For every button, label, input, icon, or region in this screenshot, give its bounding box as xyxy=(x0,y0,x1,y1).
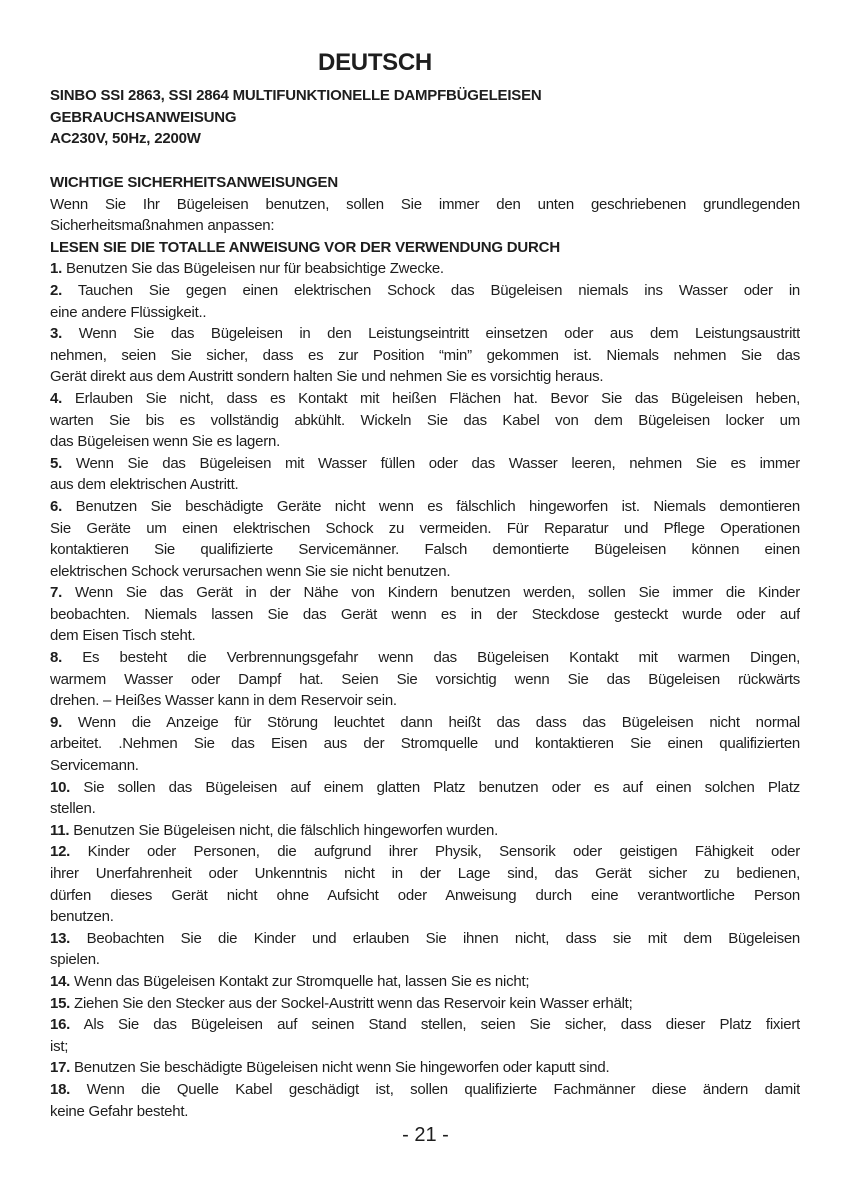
item-text: Servicemann. xyxy=(50,757,139,775)
item-text: Benutzen Sie beschädigte Geräte nicht wenn es fälschlich hingeworfen ist. Niemals demontieren xyxy=(75,497,800,515)
item-number: 15. xyxy=(50,994,71,1012)
item-text: Tauchen Sie gegen einen elektrischen Schock das Bügeleisen niemals ins Wasser oder in xyxy=(77,281,800,299)
item-line xyxy=(50,561,800,583)
item-text: Wenn das Bügeleisen Kontakt zur Stromquelle hat, lassen Sie es nicht; xyxy=(74,972,530,990)
item-number: 11. xyxy=(50,821,70,839)
item-line xyxy=(50,496,800,518)
list-item xyxy=(50,280,800,323)
item-text: Ziehen Sie den Stecker aus der Sockel-Austritt wenn das Reservoir kein Wasser erhält; xyxy=(74,994,633,1012)
item-text: Sie sollen das Bügeleisen auf einem glatten Platz benutzen oder es auf einen solchen Platz xyxy=(83,778,800,796)
item-text: Wenn die Quelle Kabel geschädigt ist, sollen qualifizierte Fachmänner diese ändern damit xyxy=(86,1080,800,1098)
list-item xyxy=(50,647,800,712)
list-item xyxy=(50,1079,800,1122)
list-item xyxy=(50,993,800,1015)
item-line xyxy=(50,388,800,410)
item-text: warten Sie bis es vollständig abkühlt. Wickeln Sie das Kabel von dem Bügeleisen locker um xyxy=(50,411,800,429)
item-number: 5. xyxy=(50,454,63,472)
page-title: DEUTSCH xyxy=(318,49,432,76)
list-item xyxy=(50,258,800,280)
item-text: benutzen. xyxy=(50,908,114,926)
list-item xyxy=(50,496,800,582)
item-text: Benutzen Sie das Bügeleisen nur für beabsichtige Zwecke. xyxy=(65,260,444,278)
item-line xyxy=(50,604,800,626)
item-line xyxy=(50,755,800,777)
item-line xyxy=(50,798,800,820)
list-item xyxy=(50,582,800,647)
item-line xyxy=(50,1079,800,1101)
item-text: Wenn die Anzeige für Störung leuchtet dann heißt das dass das Bügeleisen nicht normal xyxy=(77,713,800,731)
item-line xyxy=(50,777,800,799)
item-text: beobachten. Niemals lassen Sie das Gerät wenn es in der Steckdose gesteckt wurde oder auf xyxy=(50,605,800,623)
list-item xyxy=(50,820,800,842)
read-notice: LESEN SIE DIE TOTALLE ANWEISUNG VOR DER VERWENDUNG DURCH xyxy=(50,238,560,256)
item-number: 18. xyxy=(50,1080,71,1098)
item-line xyxy=(50,1036,800,1058)
list-item xyxy=(50,388,800,453)
list-item xyxy=(50,841,800,927)
item-line xyxy=(50,993,800,1015)
item-number: 2. xyxy=(50,281,63,299)
list-item xyxy=(50,1014,800,1057)
item-line xyxy=(50,928,800,950)
item-text: Sie Geräte um einen elektrischen Schock zu vermeiden. Für Reparatur und Pflege Operationen xyxy=(50,519,800,537)
item-number: 1. xyxy=(50,260,63,278)
item-line xyxy=(50,410,800,432)
item-text: Benutzen Sie beschädigte Bügeleisen nicht wenn Sie hingeworfen oder kaputt sind. xyxy=(74,1059,610,1077)
item-text: aus dem elektrischen Austritt. xyxy=(50,476,239,494)
item-number: 17. xyxy=(50,1059,71,1077)
item-text: dürfen dieses Gerät nicht ohne Aufsicht oder Anweisung durch eine verantwortliche Person xyxy=(50,886,800,904)
item-line xyxy=(50,971,800,993)
document-header xyxy=(50,85,800,150)
item-text: das Bügeleisen wenn Sie es lagern. xyxy=(50,433,280,451)
item-line xyxy=(50,820,800,842)
item-line xyxy=(50,1014,800,1036)
item-number: 7. xyxy=(50,584,63,602)
manual-subtitle: GEBRAUCHSANWEISUNG xyxy=(50,108,237,126)
item-text: Wenn Sie das Bügeleisen mit Wasser füllen oder das Wasser leeren, nehmen Sie es immer xyxy=(75,454,800,472)
item-line xyxy=(50,690,800,712)
list-item xyxy=(50,777,800,820)
item-text: kontaktieren Sie qualifizierte Servicemänner. Falsch demontierte Bügeleisen können einen xyxy=(50,541,800,559)
item-line xyxy=(50,1057,800,1079)
item-text: arbeitet. .Nehmen Sie das Eisen aus der Stromquelle und kontaktieren Sie einen qualifizierten xyxy=(50,735,800,753)
item-line xyxy=(50,345,800,367)
item-text: Erlauben Sie nicht, dass es Kontakt mit heißen Flächen hat. Bevor Sie das Bügeleisen heben, xyxy=(74,389,800,407)
item-line xyxy=(50,669,800,691)
intro-line: Sicherheitsmaßnahmen anpassen: xyxy=(50,217,275,235)
power-spec: AC230V, 50Hz, 2200W xyxy=(50,130,201,148)
item-text: Gerät direkt aus dem Austritt sondern halten Sie und nehmen Sie es vorsichtig heraus. xyxy=(50,368,604,386)
instruction-list xyxy=(50,258,800,1122)
item-text: spielen. xyxy=(50,951,100,969)
item-number: 8. xyxy=(50,649,63,667)
item-text: stellen. xyxy=(50,800,96,818)
item-line xyxy=(50,474,800,496)
section-heading: WICHTIGE SICHERHEITSANWEISUNGEN xyxy=(50,174,338,191)
item-line xyxy=(50,733,800,755)
item-number: 16. xyxy=(50,1016,71,1034)
item-number: 10. xyxy=(50,778,71,796)
item-line xyxy=(50,863,800,885)
item-number: 12. xyxy=(50,843,71,861)
item-number: 13. xyxy=(50,929,71,947)
item-number: 4. xyxy=(50,389,63,407)
item-line xyxy=(50,1101,800,1123)
list-item xyxy=(50,323,800,388)
item-line xyxy=(50,539,800,561)
item-text: Wenn Sie das Bügeleisen in den Leistungseintritt einsetzen oder aus dem Leistungsaustritt xyxy=(78,325,800,343)
intro-line: Wenn Sie Ihr Bügeleisen benutzen, sollen Sie immer den unten geschriebenen grundlegenden xyxy=(50,195,800,213)
item-text: Es besteht die Verbrennungsgefahr wenn das Bügeleisen Kontakt mit warmen Dingen, xyxy=(82,649,800,667)
item-line xyxy=(50,431,800,453)
list-item xyxy=(50,971,800,993)
item-line xyxy=(50,885,800,907)
item-text: dem Eisen Tisch steht. xyxy=(50,627,196,645)
item-line xyxy=(50,302,800,324)
safety-instructions xyxy=(50,172,800,1122)
list-item xyxy=(50,1057,800,1079)
item-text: Beobachten Sie die Kinder und erlauben Sie ihnen nicht, dass sie mit dem Bügeleisen xyxy=(86,929,800,947)
item-number: 9. xyxy=(50,713,63,731)
item-line xyxy=(50,949,800,971)
item-text: ist; xyxy=(50,1037,69,1055)
item-line xyxy=(50,258,800,280)
list-item xyxy=(50,453,800,496)
item-line xyxy=(50,582,800,604)
item-text: Wenn Sie das Gerät in der Nähe von Kindern benutzen werden, sollen Sie immer die Kinder xyxy=(75,584,800,602)
item-number: 6. xyxy=(50,497,63,515)
item-line xyxy=(50,280,800,302)
item-line xyxy=(50,366,800,388)
item-line xyxy=(50,841,800,863)
item-text: warmem Wasser oder Dampf hat. Seien Sie vorsichtig wenn Sie das Bügeleisen rückwärts xyxy=(50,670,800,688)
item-text: Als Sie das Bügeleisen auf seinen Stand stellen, seien Sie sicher, dass dieser Platz fixiert xyxy=(83,1016,800,1034)
item-line xyxy=(50,712,800,734)
page-number: - 21 - xyxy=(402,1124,449,1146)
item-text: drehen. – Heißes Wasser kann in dem Reservoir sein. xyxy=(50,692,397,710)
item-text: Benutzen Sie Bügeleisen nicht, die fälschlich hingeworfen wurden. xyxy=(73,821,499,839)
list-item xyxy=(50,712,800,777)
item-text: eine andere Flüssigkeit.. xyxy=(50,303,207,321)
item-line xyxy=(50,453,800,475)
item-line xyxy=(50,906,800,928)
item-text: Kinder oder Personen, die aufgrund ihrer Physik, Sensorik oder geistigen Fähigkeit oder xyxy=(87,843,800,861)
item-number: 14. xyxy=(50,972,71,990)
item-text: elektrischen Schock verursachen wenn Sie sie nicht benutzen. xyxy=(50,562,451,580)
item-line xyxy=(50,518,800,540)
item-line xyxy=(50,323,800,345)
item-line xyxy=(50,647,800,669)
item-text: ihrer Unerfahrenheit oder Unkenntnis nicht in der Lage sind, das Gerät sicher zu bedienen, xyxy=(50,865,800,882)
list-item xyxy=(50,928,800,971)
product-title: SINBO SSI 2863, SSI 2864 MULTIFUNKTIONELLE DAMPFBÜGELEISEN xyxy=(50,87,542,104)
item-line xyxy=(50,625,800,647)
item-text: nehmen, seien Sie sicher, dass es zur Position “min” gekommen ist. Niemals nehmen Sie das xyxy=(50,346,800,364)
item-number: 3. xyxy=(50,325,63,343)
item-text: keine Gefahr besteht. xyxy=(50,1102,189,1120)
